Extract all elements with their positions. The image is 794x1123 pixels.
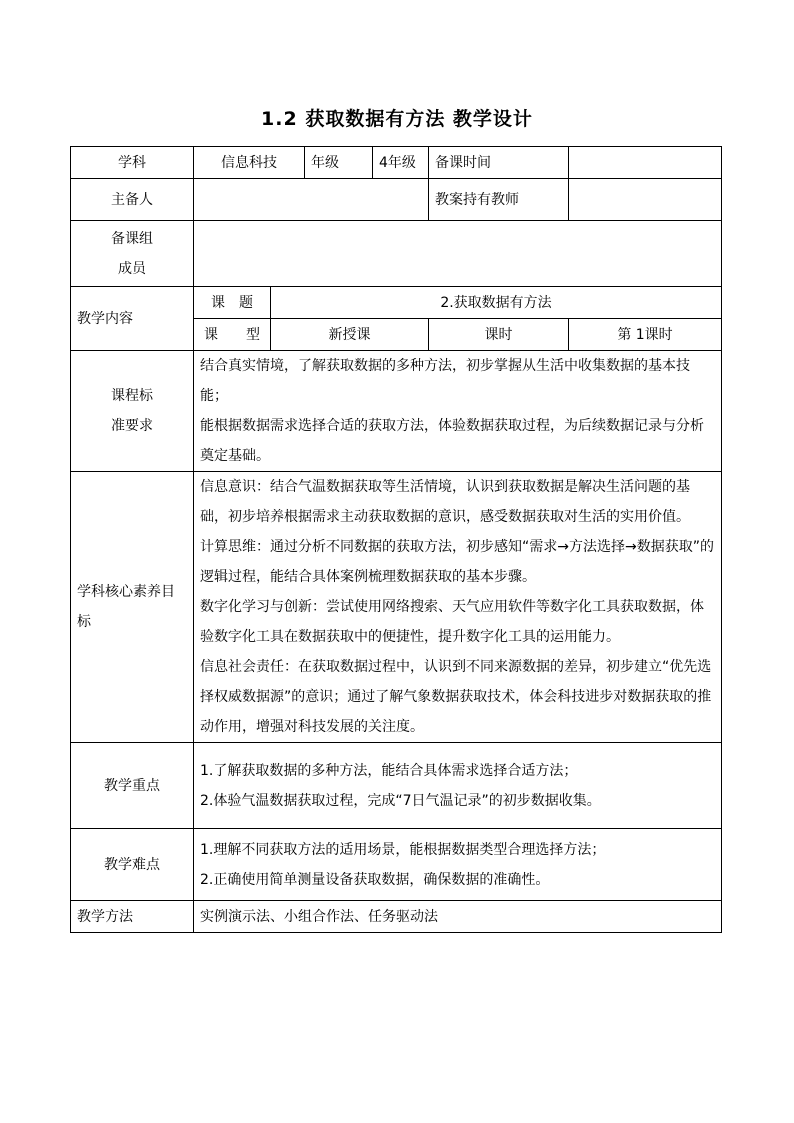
topic-label: 课 题: [194, 287, 271, 319]
period-value: 第 1课时: [569, 319, 722, 351]
grade-label: 年级: [305, 147, 373, 179]
core-literacy-paragraph: 数字化学习与创新：尝试使用网络搜索、天气应用软件等数字化工具获取数据，体验数字化工具在数据获取中的便捷性，提升数字化工具的运用能力。: [200, 599, 704, 645]
standards-paragraph: 能根据数据需求选择合适的获取方法，体验数据获取过程，为后续数据记录与分析奠定基础。: [200, 418, 704, 464]
grade-value: 4年级: [373, 147, 429, 179]
lesson-plan-table: [70, 146, 722, 933]
type-label: 课 型: [194, 319, 271, 351]
key-points-row: [71, 743, 722, 829]
standards-label-cell: [71, 351, 194, 472]
content-label: 教学内容: [71, 287, 194, 351]
method-row: [71, 901, 722, 933]
group-label-cell: [71, 221, 194, 287]
plan-holder-label: 教案持有教师: [429, 179, 569, 221]
difficulties-label: 教学难点: [71, 829, 194, 901]
period-label: 课时: [429, 319, 569, 351]
preparer-value: [194, 179, 429, 221]
subject-row: [71, 147, 722, 179]
key-point-line: 1.了解获取数据的多种方法，能结合具体需求选择合适方法；: [200, 762, 578, 779]
subject-value: 信息科技: [194, 147, 305, 179]
page-title: 1.2 获取数据有方法 教学设计: [261, 108, 533, 130]
difficulties-content: [194, 829, 722, 901]
difficulties-row: [71, 829, 722, 901]
standards-label-line2: 准要求: [111, 418, 153, 434]
prep-time-value: [569, 147, 722, 179]
key-points-label: 教学重点: [71, 743, 194, 829]
standards-paragraph: 结合真实情境，了解获取数据的多种方法，初步掌握从生活中收集数据的基本技能；: [200, 358, 690, 404]
core-literacy-label: 学科核心素养目标: [71, 472, 194, 743]
standards-label-line1: 课程标: [111, 388, 153, 404]
subject-label: 学科: [71, 147, 194, 179]
type-value: 新授课: [271, 319, 429, 351]
content-topic-row: [71, 287, 722, 319]
standards-row: [71, 351, 722, 472]
key-points-content: [194, 743, 722, 829]
core-literacy-paragraph: 信息社会责任：在获取数据过程中，认识到不同来源数据的差异，初步建立“优先选择权威数据源”的意识；通过了解气象数据获取技术，体会科技进步对数据获取的推动作用，增强对科技发展的关注度。: [200, 659, 712, 735]
core-literacy-paragraph: 计算思维：通过分析不同数据的获取方法，初步感知“需求→方法选择→数据获取”的逻辑过程，能结合具体案例梳理数据获取的基本步骤。: [200, 539, 714, 585]
key-point-line: 2.体验气温数据获取过程，完成“7日气温记录”的初步数据收集。: [200, 792, 601, 809]
standards-content: [194, 351, 722, 472]
group-members-value: [194, 221, 722, 287]
core-literacy-row: [71, 472, 722, 743]
difficulty-line: 2.正确使用简单测量设备获取数据，确保数据的准确性。: [200, 871, 550, 888]
group-label-line2: 成员: [118, 260, 146, 277]
difficulty-line: 1.理解不同获取方法的适用场景，能根据数据类型合理选择方法；: [200, 841, 606, 858]
prep-time-label: 备课时间: [429, 147, 569, 179]
plan-holder-value: [569, 179, 722, 221]
group-row: [71, 221, 722, 287]
topic-value: 2.获取数据有方法: [271, 287, 722, 319]
core-literacy-paragraph: 信息意识：结合气温数据获取等生活情境，认识到获取数据是解决生活问题的基础，初步培养根据需求主动获取数据的意识，感受数据获取对生活的实用价值。: [200, 479, 690, 525]
preparer-label: 主备人: [71, 179, 194, 221]
group-label-line1: 备课组: [111, 230, 153, 247]
method-label: 教学方法: [71, 901, 194, 933]
preparer-row: [71, 179, 722, 221]
method-value: 实例演示法、小组合作法、任务驱动法: [194, 901, 722, 933]
core-literacy-content: [194, 472, 722, 743]
